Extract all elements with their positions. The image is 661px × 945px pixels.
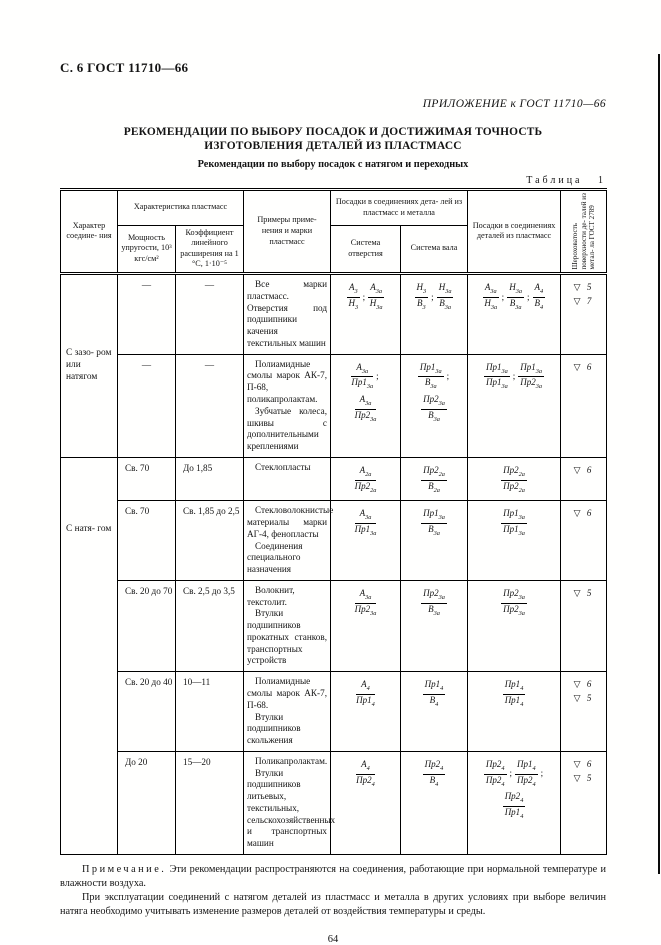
- fit-fraction: [515, 760, 538, 788]
- fraction-numerator: $Пр2_{3а}$: [501, 589, 527, 604]
- fraction-numerator-subscript: 4: [520, 797, 524, 805]
- title-line-1: РЕКОМЕНДАЦИИ ПО ВЫБОРУ ПОСАДОК И ДОСТИЖИМАЯ ТОЧНОСТЬ: [123, 126, 543, 138]
- fraction-denominator: $Пр1_4$: [504, 694, 524, 708]
- roughness-vertical-label: Шероховатость поверхности де- талей из метал- ла ГОСТ 2789: [570, 193, 596, 270]
- cell-hole-system-fits: [331, 580, 401, 671]
- fraction-denominator: $В_{3а}$: [428, 603, 440, 617]
- fraction-denominator-subscript: 3а: [366, 383, 374, 391]
- fraction-numerator-subscript: 3а: [435, 367, 442, 375]
- fit-fraction: [421, 589, 447, 617]
- cell-examples: [244, 457, 331, 500]
- fit-fraction: [501, 589, 527, 617]
- cell-plastic-to-plastic-fits: [468, 501, 561, 581]
- fraction-numerator-subscript: 4: [366, 764, 370, 772]
- cell-modulus: Св. 20 до 70: [118, 580, 176, 671]
- fit-separator: ;: [512, 371, 516, 382]
- fraction-denominator: $В_4$: [534, 297, 544, 311]
- fraction-denominator-subscript: 4: [501, 780, 505, 788]
- cell-connection-type: С натя- гом: [61, 457, 118, 854]
- fraction-denominator: $В_3$: [417, 297, 426, 311]
- fraction-numerator: $Н_3$: [415, 283, 429, 298]
- example-paragraph: Поликапролактам.: [255, 755, 328, 766]
- fraction-numerator-subscript: 3а: [518, 514, 525, 522]
- note-paragraph-2: При эксплуатации соединений с натягом деталей из пластмасс и металла в других условиях при выборе величин натяга необходимо учитывать изменение размеров деталей от воздействия температуры и среды.: [60, 891, 606, 917]
- table-row: [61, 457, 607, 500]
- cell-modulus: —: [118, 354, 176, 457]
- fit-separator: ;: [446, 371, 450, 382]
- fraction-numerator-subscript: 4: [532, 764, 536, 772]
- fraction-denominator: $В_{3а}$: [439, 297, 451, 311]
- fraction-numerator: $А_{2а}$: [355, 466, 377, 481]
- cell-modulus: Св. 70: [118, 457, 176, 500]
- fit-fraction: [503, 680, 526, 708]
- cell-expansion: Св. 2,5 до 3,5: [176, 580, 244, 671]
- fraction-denominator: $В_{3а}$: [424, 377, 437, 391]
- fraction-numerator: $Пр1_4$: [423, 680, 446, 695]
- example-paragraph: Волокнит, текстолит.: [247, 584, 295, 607]
- fit-fraction: [501, 466, 527, 494]
- fraction-denominator-subscript: 3а: [490, 303, 498, 311]
- fraction-denominator-subscript: 3а: [433, 609, 440, 617]
- fraction-denominator-subscript: 3: [422, 303, 426, 311]
- fraction-denominator: $Пр1_{3а}$: [354, 524, 377, 537]
- fraction-numerator: $А_4$: [356, 680, 375, 695]
- cell-plastic-to-plastic-fits: [468, 751, 561, 854]
- cell-hole-system-fits: [331, 274, 401, 355]
- page-content: [60, 60, 606, 945]
- fit-fraction: [423, 760, 446, 788]
- fit-fraction: [368, 283, 384, 311]
- example-paragraph: Втулки подшипников прокатных станков, транспортных устройств: [247, 608, 327, 666]
- example-paragraph: Втулки подшипников литьевых, текстильных, сельскохозяйственных и транспортных машин: [247, 767, 336, 849]
- cell-hole-system-fits: [331, 354, 401, 457]
- example-paragraph: Стекловолокнистые материалы марки АГ-4, фенопласты: [247, 505, 334, 539]
- fit-fraction: [418, 363, 444, 391]
- roughness-mark: ▽ 7: [573, 296, 594, 307]
- fit-fraction: [355, 395, 377, 423]
- fraction-denominator-subscript: 3а: [376, 303, 383, 311]
- fit-fraction: [518, 363, 544, 391]
- fraction-numerator-subscript: 4: [540, 287, 544, 295]
- fraction-denominator-subscript: 3а: [433, 415, 440, 423]
- table-header-row-1: [61, 189, 607, 225]
- fraction-numerator-subscript: 3а: [515, 287, 522, 295]
- cell-plastic-to-plastic-fits: [468, 672, 561, 752]
- fraction-denominator: $Пр1_{3а}$: [351, 377, 374, 391]
- fraction-numerator: $Пр1_{3а}$: [501, 509, 527, 524]
- cell-modulus: —: [118, 274, 176, 355]
- table-label: Таблица 1: [526, 174, 606, 186]
- fraction-denominator-subscript: 3а: [370, 529, 377, 537]
- fraction-denominator-subscript: 2а: [433, 486, 440, 494]
- cell-roughness: [561, 751, 607, 854]
- fit-fraction: [437, 283, 454, 311]
- example-paragraph: Полиамидные смолы марок АК-7, П-68, поликапролактам.: [247, 358, 327, 405]
- example-paragraph: Стеклопласты: [255, 461, 311, 472]
- fit-fraction: [484, 760, 507, 788]
- page-title: [60, 125, 606, 154]
- fraction-denominator-subscript: 4: [520, 812, 524, 820]
- fraction-numerator: $Пр2_4$: [423, 760, 446, 775]
- fraction-denominator: $Пр1_{3а}$: [503, 524, 525, 537]
- cell-hole-system-fits: [331, 501, 401, 581]
- fit-fraction: [415, 283, 429, 311]
- fraction-numerator-subscript: 3а: [445, 287, 452, 295]
- fraction-numerator: $Пр1_{3а}$: [518, 363, 544, 378]
- cell-modulus: Св. 20 до 40: [118, 672, 176, 752]
- example-paragraph: Все марки пластмасс. Отверстия под подшипники качения текстильных машин: [247, 279, 327, 348]
- cell-expansion: —: [176, 274, 244, 355]
- cell-examples: [244, 580, 331, 671]
- fraction-denominator-subscript: 4: [371, 700, 375, 708]
- cell-roughness: [561, 457, 607, 500]
- fraction-numerator-subscript: 3а: [365, 399, 372, 407]
- col-header-examples: Примеры приме- нения и марки пластмасс: [244, 189, 331, 274]
- fraction-numerator-subscript: 4: [366, 685, 370, 693]
- fraction-numerator: $Пр1_{3а}$: [418, 363, 444, 378]
- cell-examples: [244, 274, 331, 355]
- fit-fraction: [501, 509, 527, 537]
- fraction-denominator-subscript: 4: [435, 700, 439, 708]
- page-subtitle: Рекомендации по выбору посадок с натягом и переходных: [197, 158, 469, 170]
- fraction-numerator-subscript: 3: [423, 287, 427, 295]
- table-row: [61, 580, 607, 671]
- fit-fraction: [347, 283, 360, 311]
- fraction-denominator-subscript: 4: [532, 780, 536, 788]
- fraction-denominator-subscript: 4: [435, 780, 439, 788]
- cell-expansion: —: [176, 354, 244, 457]
- fraction-numerator: $А_3$: [347, 283, 360, 298]
- fraction-numerator: $Пр2_{2а}$: [421, 466, 447, 481]
- fraction-numerator-subscript: 3а: [361, 367, 369, 375]
- roughness-mark: ▽ 5: [573, 693, 594, 704]
- fraction-numerator-subscript: 3: [354, 287, 358, 295]
- example-paragraph: Полиамидные смолы марок АК-7, П-68.: [247, 676, 327, 710]
- roughness-mark: ▽ 6: [573, 464, 594, 475]
- cell-hole-system-fits: [331, 457, 401, 500]
- fit-separator: ;: [540, 768, 544, 779]
- cell-expansion: 10—11: [176, 672, 244, 752]
- fraction-denominator-subscript: 2а: [518, 486, 525, 494]
- cell-shaft-system-fits: [401, 751, 468, 854]
- fraction-denominator: $Пр2_4$: [485, 774, 505, 788]
- fit-separator: ;: [526, 291, 530, 302]
- cell-shaft-system-fits: [401, 354, 468, 457]
- cell-plastic-to-plastic-fits: [468, 457, 561, 500]
- fraction-numerator: $Пр2_4$: [484, 760, 507, 775]
- fraction-numerator: $А_{3а}$: [355, 395, 377, 410]
- fraction-numerator-subscript: 3а: [365, 514, 372, 522]
- fit-fraction: [356, 760, 375, 788]
- page-number: 64: [327, 933, 339, 945]
- fraction-numerator: $Пр2_{3а}$: [421, 589, 447, 604]
- fit-fraction: [423, 680, 446, 708]
- fraction-denominator-subscript: 3а: [370, 609, 377, 617]
- fraction-denominator: $В_{3а}$: [428, 409, 440, 423]
- cell-expansion: 15—20: [176, 751, 244, 854]
- fraction-numerator: $Пр1_{3а}$: [484, 363, 510, 378]
- fraction-denominator: $Пр2_{3а}$: [354, 603, 377, 617]
- fit-fraction: [483, 283, 499, 311]
- fit-fraction: [355, 466, 377, 494]
- table-row: [61, 274, 607, 355]
- fraction-numerator-subscript: 2а: [518, 470, 525, 478]
- fit-fraction: [351, 363, 373, 391]
- col-group-plastic-characteristics: Характеристика пластмасс: [118, 189, 244, 225]
- fraction-denominator: $Пр2_{3а}$: [503, 603, 525, 617]
- roughness-mark: ▽ 5: [573, 282, 594, 293]
- fit-separator: ;: [362, 291, 366, 302]
- cell-modulus: Св. 70: [118, 501, 176, 581]
- page-header: С. 6 ГОСТ 11710—66: [60, 60, 189, 75]
- cell-examples: [244, 672, 331, 752]
- note-label: Примечание.: [82, 863, 167, 875]
- roughness-mark: ▽ 5: [573, 773, 594, 784]
- fraction-numerator: $Н_{3а}$: [507, 283, 524, 298]
- example-paragraph: Втулки подшипников скольжения: [247, 711, 301, 746]
- col-header-plastic-fits: Посадки в соединениях деталей из пластмасс: [468, 189, 561, 274]
- cell-expansion: Св. 1,85 до 2,5: [176, 501, 244, 581]
- annex-label: ПРИЛОЖЕНИЕ к ГОСТ 11710—66: [422, 98, 606, 110]
- fraction-denominator: $В_4$: [429, 774, 439, 788]
- fraction-denominator: $Н_3$: [348, 297, 359, 311]
- roughness-mark: ▽ 6: [573, 361, 594, 372]
- example-paragraph: Зубчатые колеса, шкивы с дополнительными креплениями: [247, 405, 327, 452]
- fraction-numerator-subscript: 2а: [365, 470, 372, 478]
- fraction-denominator-subscript: 4: [371, 780, 375, 788]
- col-header-modulus: Мощность упругости, 10³ кгс/см²: [118, 225, 176, 274]
- fraction-numerator-subscript: 3а: [438, 593, 445, 601]
- fraction-denominator-subscript: 3а: [444, 303, 451, 311]
- table-row: [61, 672, 607, 752]
- fraction-denominator: $Пр2_4$: [517, 774, 536, 788]
- fraction-denominator: $В_{2а}$: [428, 480, 440, 494]
- cell-shaft-system-fits: [401, 457, 468, 500]
- fraction-denominator-subscript: 4: [520, 700, 524, 708]
- cell-plastic-to-plastic-fits: [468, 580, 561, 671]
- fraction-denominator: $Пр2_4$: [356, 774, 375, 788]
- fraction-denominator: $Пр2_{3а}$: [354, 409, 377, 423]
- scan-edge-artifact: [658, 54, 660, 874]
- fit-separator: ;: [431, 291, 434, 302]
- cell-shaft-system-fits: [401, 580, 468, 671]
- fraction-denominator-subscript: 3: [355, 303, 359, 311]
- fraction-numerator-subscript: 4: [440, 685, 444, 693]
- table-row: [61, 354, 607, 457]
- fraction-denominator-subscript: 2а: [370, 486, 377, 494]
- fraction-numerator: $А_4$: [356, 760, 375, 775]
- table-header: [61, 189, 607, 274]
- fraction-denominator: $В_4$: [429, 694, 439, 708]
- fraction-denominator-subscript: 3а: [518, 529, 525, 537]
- note-text-1: Эти рекомендации распространяются на соединения, работающие при нормальной температуре и влажности воздуха.: [60, 863, 607, 889]
- cell-roughness: [561, 501, 607, 581]
- cell-roughness: [561, 354, 607, 457]
- col-header-roughness: [561, 189, 607, 274]
- table-row: [61, 751, 607, 854]
- example-paragraph: Соединения специального назначения: [247, 540, 303, 575]
- fraction-numerator-subscript: 3а: [518, 593, 525, 601]
- fraction-numerator: $А_4$: [533, 283, 546, 298]
- fraction-numerator: $Н_{3а}$: [437, 283, 454, 298]
- col-header-shaft-system: Система вала: [401, 225, 468, 274]
- fraction-numerator-subscript: 3а: [365, 593, 372, 601]
- fraction-denominator: $Пр1_4$: [504, 806, 524, 820]
- fraction-numerator-subscript: 2а: [438, 470, 445, 478]
- fraction-numerator: $А_{3а}$: [355, 509, 377, 524]
- fraction-numerator: $Пр2_4$: [503, 792, 526, 807]
- fraction-numerator: $Пр2_{3а}$: [421, 395, 447, 410]
- fit-fraction: [533, 283, 546, 311]
- fraction-numerator: $А_{3а}$: [351, 363, 373, 378]
- fraction-denominator-subscript: 3а: [430, 383, 437, 391]
- note-paragraph-1: [60, 863, 606, 891]
- fraction-numerator-subscript: 3а: [438, 399, 445, 407]
- fraction-numerator-subscript: 4: [520, 685, 524, 693]
- fraction-numerator: $Пр1_4$: [503, 680, 526, 695]
- cell-shaft-system-fits: [401, 672, 468, 752]
- fraction-numerator-subscript: 3а: [490, 287, 497, 295]
- fit-fraction: [356, 680, 375, 708]
- fits-table: [60, 188, 607, 855]
- fraction-denominator: $Пр2_{2а}$: [354, 480, 377, 494]
- fit-fraction: [421, 509, 447, 537]
- cell-hole-system-fits: [331, 751, 401, 854]
- fraction-denominator-subscript: 3а: [535, 383, 543, 391]
- fraction-numerator-subscript: 4: [501, 764, 505, 772]
- cell-roughness: [561, 274, 607, 355]
- cell-plastic-to-plastic-fits: [468, 274, 561, 355]
- fraction-numerator-subscript: 3а: [375, 287, 382, 295]
- fraction-denominator: $Пр2_{3а}$: [520, 377, 543, 391]
- fit-fraction: [503, 792, 526, 820]
- fraction-denominator: $В_{3а}$: [428, 524, 440, 537]
- roughness-mark: ▽ 6: [573, 508, 594, 519]
- roughness-mark: ▽ 6: [573, 679, 594, 690]
- cell-examples: [244, 354, 331, 457]
- cell-roughness: [561, 672, 607, 752]
- fit-fraction: [421, 395, 447, 423]
- fit-fraction: [484, 363, 510, 391]
- fraction-denominator: $Пр1_{3а}$: [485, 377, 508, 391]
- title-line-2: ИЗГОТОВЛЕНИЯ ДЕТАЛЕЙ ИЗ ПЛАСТМАСС: [204, 140, 462, 153]
- cell-plastic-to-plastic-fits: [468, 354, 561, 457]
- fraction-denominator-subscript: 3а: [515, 303, 522, 311]
- fraction-denominator-subscript: 3а: [518, 609, 525, 617]
- cell-shaft-system-fits: [401, 274, 468, 355]
- col-group-metal-fits: Посадки в соединениях дета- лей из пластмасс и металла: [331, 189, 468, 225]
- table-row: [61, 501, 607, 581]
- fraction-numerator: $Пр1_{3а}$: [421, 509, 447, 524]
- cell-shaft-system-fits: [401, 501, 468, 581]
- fraction-numerator: $А_{3а}$: [368, 283, 384, 298]
- cell-examples: [244, 751, 336, 854]
- cell-expansion: До 1,85: [176, 457, 244, 500]
- fraction-numerator-subscript: 4: [440, 764, 444, 772]
- col-header-expansion: Коэффициент линейного расширения на 1 °С, 1·10⁻⁵: [176, 225, 244, 274]
- fit-fraction: [507, 283, 524, 311]
- roughness-mark: ▽ 5: [573, 587, 594, 598]
- fraction-denominator-subscript: 4: [540, 303, 544, 311]
- fraction-numerator-subscript: 3а: [501, 367, 508, 375]
- fit-fraction: [421, 466, 447, 494]
- fraction-denominator: $Пр1_4$: [356, 694, 375, 708]
- cell-hole-system-fits: [331, 672, 401, 752]
- cell-examples: [244, 501, 334, 581]
- fraction-numerator: $Пр2_{2а}$: [501, 466, 527, 481]
- fit-fraction: [355, 589, 377, 617]
- fraction-denominator: $Пр2_{2а}$: [503, 480, 525, 494]
- col-header-hole-system: Система отверстия: [331, 225, 401, 274]
- table-body: [61, 274, 607, 855]
- cell-modulus: До 20: [118, 751, 176, 854]
- fraction-denominator-subscript: 3а: [433, 529, 440, 537]
- fraction-numerator: $А_{3а}$: [483, 283, 499, 298]
- cell-roughness: [561, 580, 607, 671]
- roughness-mark: ▽ 6: [573, 758, 594, 769]
- fraction-denominator: $Н_{3а}$: [484, 297, 498, 311]
- note-section: [60, 863, 606, 919]
- fit-separator: ;: [501, 291, 505, 302]
- fit-fraction: [355, 509, 377, 537]
- fraction-denominator-subscript: 3а: [370, 415, 377, 423]
- cell-connection-type: С зазо- ром или натягом: [61, 274, 118, 458]
- fraction-numerator: $Пр1_4$: [515, 760, 538, 775]
- fraction-denominator-subscript: 3а: [501, 383, 508, 391]
- fraction-numerator-subscript: 3а: [535, 367, 543, 375]
- fraction-denominator: $В_{3а}$: [509, 297, 522, 311]
- fit-separator: ;: [376, 371, 379, 382]
- fraction-numerator: $А_{3а}$: [355, 589, 377, 604]
- fraction-numerator-subscript: 3а: [438, 514, 445, 522]
- col-header-character: Характер соедине- ния: [61, 189, 118, 274]
- fraction-denominator: $Н_{3а}$: [369, 297, 383, 311]
- fit-separator: ;: [509, 768, 513, 779]
